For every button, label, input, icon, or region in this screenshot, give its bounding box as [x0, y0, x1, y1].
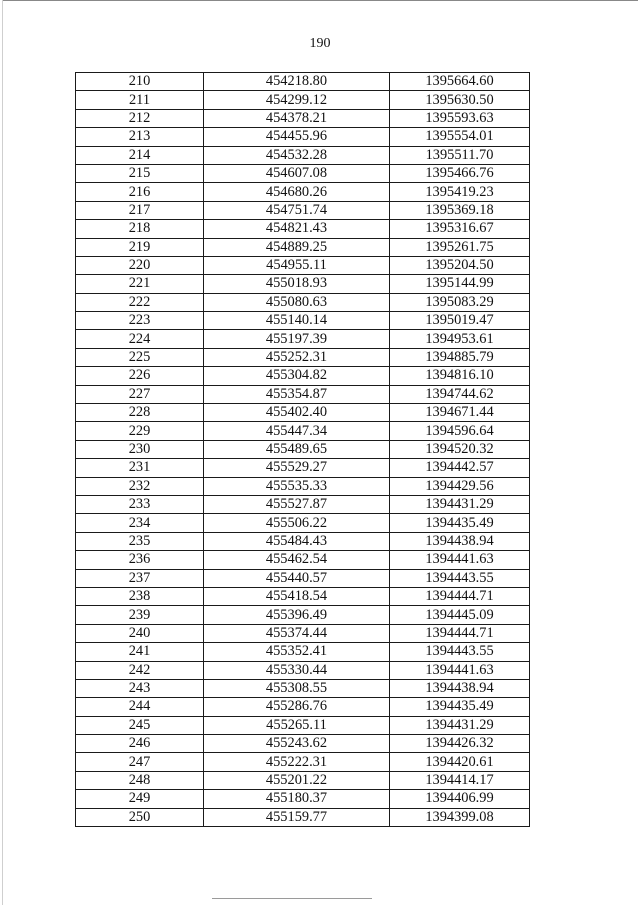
- table-row: [76, 183, 530, 201]
- y-coordinate-cell: 1395144.99: [390, 275, 530, 293]
- y-coordinate-cell: 1394444.71: [390, 624, 530, 642]
- y-coordinate-cell: 1394438.94: [390, 532, 530, 550]
- x-coordinate-cell: 455352.41: [204, 643, 390, 661]
- x-coordinate-cell: 455506.22: [204, 514, 390, 532]
- x-coordinate-cell: 455374.44: [204, 624, 390, 642]
- point-number-cell: 216: [76, 183, 204, 201]
- table-row: [76, 220, 530, 238]
- table-row: [76, 293, 530, 311]
- y-coordinate-cell: 1394426.32: [390, 735, 530, 753]
- y-coordinate-cell: 1394744.62: [390, 385, 530, 403]
- x-coordinate-cell: 455354.87: [204, 385, 390, 403]
- y-coordinate-cell: 1394443.55: [390, 569, 530, 587]
- y-coordinate-cell: 1394429.56: [390, 477, 530, 495]
- point-number-cell: 227: [76, 385, 204, 403]
- x-coordinate-cell: 455402.40: [204, 404, 390, 422]
- coordinates-table: [75, 72, 530, 827]
- point-number-cell: 214: [76, 146, 204, 164]
- point-number-cell: 219: [76, 238, 204, 256]
- x-coordinate-cell: 455308.55: [204, 679, 390, 697]
- y-coordinate-cell: 1394445.09: [390, 606, 530, 624]
- x-coordinate-cell: 455252.31: [204, 348, 390, 366]
- page-bottom-mark: [212, 898, 372, 899]
- point-number-cell: 230: [76, 440, 204, 458]
- y-coordinate-cell: 1394431.29: [390, 716, 530, 734]
- x-coordinate-cell: 454821.43: [204, 220, 390, 238]
- table-row: [76, 275, 530, 293]
- y-coordinate-cell: 1395511.70: [390, 146, 530, 164]
- y-coordinate-cell: 1394435.49: [390, 698, 530, 716]
- x-coordinate-cell: 455330.44: [204, 661, 390, 679]
- point-number-cell: 233: [76, 495, 204, 513]
- x-coordinate-cell: 455527.87: [204, 495, 390, 513]
- x-coordinate-cell: 455447.34: [204, 422, 390, 440]
- y-coordinate-cell: 1394435.49: [390, 514, 530, 532]
- x-coordinate-cell: 455462.54: [204, 551, 390, 569]
- point-number-cell: 242: [76, 661, 204, 679]
- point-number-cell: 221: [76, 275, 204, 293]
- table-row: [76, 514, 530, 532]
- y-coordinate-cell: 1394441.63: [390, 551, 530, 569]
- page-top-border: [2, 0, 638, 1]
- y-coordinate-cell: 1395630.50: [390, 91, 530, 109]
- x-coordinate-cell: 454751.74: [204, 201, 390, 219]
- table-row: [76, 495, 530, 513]
- table-row: [76, 146, 530, 164]
- y-coordinate-cell: 1395369.18: [390, 201, 530, 219]
- page-number: 190: [309, 36, 331, 51]
- point-number-cell: 235: [76, 532, 204, 550]
- x-coordinate-cell: 455418.54: [204, 587, 390, 605]
- table-row: [76, 367, 530, 385]
- x-coordinate-cell: 455140.14: [204, 312, 390, 330]
- table-row: [76, 753, 530, 771]
- x-coordinate-cell: 455489.65: [204, 440, 390, 458]
- y-coordinate-cell: 1394441.63: [390, 661, 530, 679]
- y-coordinate-cell: 1395554.01: [390, 128, 530, 146]
- point-number-cell: 218: [76, 220, 204, 238]
- table-row: [76, 716, 530, 734]
- x-coordinate-cell: 455529.27: [204, 459, 390, 477]
- table-row: [76, 312, 530, 330]
- x-coordinate-cell: 455201.22: [204, 771, 390, 789]
- y-coordinate-cell: 1395664.60: [390, 73, 530, 91]
- point-number-cell: 231: [76, 459, 204, 477]
- table-row: [76, 477, 530, 495]
- y-coordinate-cell: 1395204.50: [390, 256, 530, 274]
- y-coordinate-cell: 1394816.10: [390, 367, 530, 385]
- x-coordinate-cell: 455197.39: [204, 330, 390, 348]
- x-coordinate-cell: 454299.12: [204, 91, 390, 109]
- table-row: [76, 238, 530, 256]
- x-coordinate-cell: 454607.08: [204, 164, 390, 182]
- y-coordinate-cell: 1394444.71: [390, 587, 530, 605]
- point-number-cell: 211: [76, 91, 204, 109]
- x-coordinate-cell: 455243.62: [204, 735, 390, 753]
- page-left-border: [2, 0, 3, 905]
- point-number-cell: 247: [76, 753, 204, 771]
- x-coordinate-cell: 454455.96: [204, 128, 390, 146]
- y-coordinate-cell: 1395593.63: [390, 109, 530, 127]
- table-row: [76, 91, 530, 109]
- point-number-cell: 236: [76, 551, 204, 569]
- x-coordinate-cell: 455180.37: [204, 790, 390, 808]
- x-coordinate-cell: 454532.28: [204, 146, 390, 164]
- table-row: [76, 256, 530, 274]
- table-row: [76, 440, 530, 458]
- y-coordinate-cell: 1394431.29: [390, 495, 530, 513]
- x-coordinate-cell: 455018.93: [204, 275, 390, 293]
- y-coordinate-cell: 1395019.47: [390, 312, 530, 330]
- y-coordinate-cell: 1394596.64: [390, 422, 530, 440]
- y-coordinate-cell: 1394953.61: [390, 330, 530, 348]
- point-number-cell: 234: [76, 514, 204, 532]
- y-coordinate-cell: 1395316.67: [390, 220, 530, 238]
- table-row: [76, 128, 530, 146]
- table-row: [76, 330, 530, 348]
- point-number-cell: 243: [76, 679, 204, 697]
- table-row: [76, 404, 530, 422]
- point-number-cell: 222: [76, 293, 204, 311]
- x-coordinate-cell: 455286.76: [204, 698, 390, 716]
- x-coordinate-cell: 454218.80: [204, 73, 390, 91]
- x-coordinate-cell: 455535.33: [204, 477, 390, 495]
- table-row: [76, 661, 530, 679]
- table-row: [76, 735, 530, 753]
- y-coordinate-cell: 1395466.76: [390, 164, 530, 182]
- y-coordinate-cell: 1395261.75: [390, 238, 530, 256]
- x-coordinate-cell: 455484.43: [204, 532, 390, 550]
- y-coordinate-cell: 1394406.99: [390, 790, 530, 808]
- x-coordinate-cell: 455396.49: [204, 606, 390, 624]
- point-number-cell: 217: [76, 201, 204, 219]
- table-row: [76, 606, 530, 624]
- point-number-cell: 224: [76, 330, 204, 348]
- coordinates-table-body: [76, 73, 530, 827]
- point-number-cell: 240: [76, 624, 204, 642]
- point-number-cell: 249: [76, 790, 204, 808]
- point-number-cell: 212: [76, 109, 204, 127]
- y-coordinate-cell: 1394420.61: [390, 753, 530, 771]
- point-number-cell: 223: [76, 312, 204, 330]
- x-coordinate-cell: 455440.57: [204, 569, 390, 587]
- y-coordinate-cell: 1394671.44: [390, 404, 530, 422]
- point-number-cell: 238: [76, 587, 204, 605]
- table-row: [76, 73, 530, 91]
- x-coordinate-cell: 454378.21: [204, 109, 390, 127]
- table-row: [76, 551, 530, 569]
- table-row: [76, 201, 530, 219]
- y-coordinate-cell: 1394414.17: [390, 771, 530, 789]
- x-coordinate-cell: 455265.11: [204, 716, 390, 734]
- point-number-cell: 232: [76, 477, 204, 495]
- point-number-cell: 241: [76, 643, 204, 661]
- table-row: [76, 164, 530, 182]
- x-coordinate-cell: 455222.31: [204, 753, 390, 771]
- table-row: [76, 624, 530, 642]
- table-row: [76, 569, 530, 587]
- point-number-cell: 246: [76, 735, 204, 753]
- x-coordinate-cell: 455159.77: [204, 808, 390, 826]
- table-row: [76, 771, 530, 789]
- x-coordinate-cell: 454680.26: [204, 183, 390, 201]
- point-number-cell: 239: [76, 606, 204, 624]
- table-row: [76, 109, 530, 127]
- point-number-cell: 220: [76, 256, 204, 274]
- table-row: [76, 643, 530, 661]
- x-coordinate-cell: 454955.11: [204, 256, 390, 274]
- point-number-cell: 225: [76, 348, 204, 366]
- point-number-cell: 226: [76, 367, 204, 385]
- x-coordinate-cell: 455304.82: [204, 367, 390, 385]
- y-coordinate-cell: 1394443.55: [390, 643, 530, 661]
- table-row: [76, 532, 530, 550]
- table-row: [76, 348, 530, 366]
- point-number-cell: 229: [76, 422, 204, 440]
- table-row: [76, 679, 530, 697]
- y-coordinate-cell: 1395419.23: [390, 183, 530, 201]
- y-coordinate-cell: 1394442.57: [390, 459, 530, 477]
- y-coordinate-cell: 1394438.94: [390, 679, 530, 697]
- table-row: [76, 808, 530, 826]
- point-number-cell: 213: [76, 128, 204, 146]
- x-coordinate-cell: 455080.63: [204, 293, 390, 311]
- y-coordinate-cell: 1394520.32: [390, 440, 530, 458]
- point-number-cell: 228: [76, 404, 204, 422]
- point-number-cell: 215: [76, 164, 204, 182]
- table-row: [76, 790, 530, 808]
- point-number-cell: 245: [76, 716, 204, 734]
- table-row: [76, 459, 530, 477]
- table-row: [76, 422, 530, 440]
- x-coordinate-cell: 454889.25: [204, 238, 390, 256]
- point-number-cell: 250: [76, 808, 204, 826]
- point-number-cell: 237: [76, 569, 204, 587]
- table-row: [76, 698, 530, 716]
- y-coordinate-cell: 1395083.29: [390, 293, 530, 311]
- point-number-cell: 244: [76, 698, 204, 716]
- table-row: [76, 385, 530, 403]
- table-row: [76, 587, 530, 605]
- y-coordinate-cell: 1394399.08: [390, 808, 530, 826]
- point-number-cell: 248: [76, 771, 204, 789]
- point-number-cell: 210: [76, 73, 204, 91]
- y-coordinate-cell: 1394885.79: [390, 348, 530, 366]
